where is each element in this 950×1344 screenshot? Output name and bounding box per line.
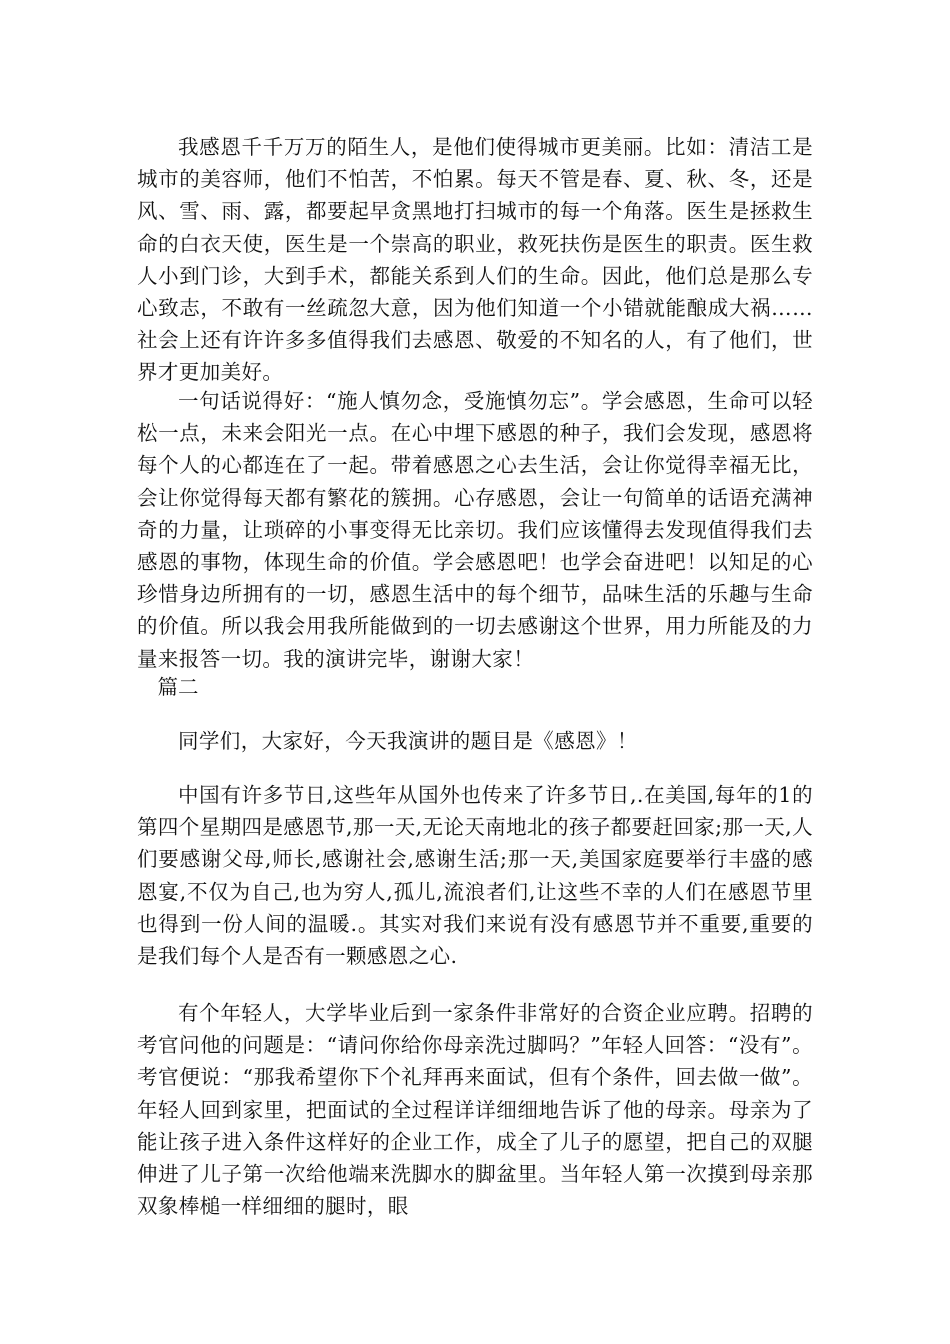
paragraph-conclusion: 一句话说得好：“施人慎勿念，受施慎勿忘”。学会感恩，生命可以轻松一点，未来会阳光一点。在心中埋下感恩的种子，我们会发现，感恩将每个人的心都连在了一起。带着感恩之心去生活，会让你觉得幸福无比，会让你觉得每天都有繁花的簇拥。心存感恩，会让一句简单的话语充满神奇的力量，让琐碎的小事变得无比亲切。我们应该懂得去发现值得我们去感恩的事物，体现生命的价值。学会感恩吧！也学会奋进吧！以知足的心珍惜身边所拥有的一切，感恩生活中的每个细节，品味生活的乐趣与生命的价值。所以我会用我所能做到的一切去感谢这个世界，用力所能及的力量来报答一切。我的演讲完毕，谢谢大家！: [137, 389, 813, 671]
paragraph-young-man-story: 有个年轻人，大学毕业后到一家条件非常好的合资企业应聘。招聘的考官问他的问题是：“请问你给你母亲洗过脚吗？”年轻人回答：“没有”。考官便说：“那我希望你下个礼拜再来面试，但有个条件，回去做一做”。年轻人回到家里，把面试的全过程详详细细地告诉了他的母亲。母亲为了能让孩子进入条件这样好的企业工作，成全了儿子的愿望，把自己的双腿伸进了儿子第一次给他端来洗脚水的脚盆里。当年轻人第一次摸到母亲那双象棒槌一样细细的腿时，眼: [137, 1001, 813, 1219]
section-heading: 篇二: [157, 675, 199, 699]
paragraph-strangers: 我感恩千千万万的陌生人，是他们使得城市更美丽。比如：清洁工是城市的美容师，他们不怕苦，不怕累。每天不管是春、夏、秋、冬，还是风、雪、雨、露，都要起早贪黑地打扫城市的每一个角落。医生是拯救生命的白衣天使，医生是一个崇高的职业，救死扶伤是医生的职责。医生救人小到门诊，大到手术，都能关系到人们的生命。因此，他们总是那么专心致志，不敢有一丝疏忽大意，因为他们知道一个小错就能酿成大祸……社会上还有许许多多值得我们去感恩、敬爱的不知名的人，有了他们，世界才更加美好。: [137, 135, 813, 385]
paragraph-thanksgiving: 中国有许多节日,这些年从国外也传来了许多节日,.在美国,每年的1的第四个星期四是感恩节,那一天,无论天南地北的孩子都要赶回家;那一天,人们要感谢父母,师长,感谢社会,感谢生活;那一天,美国家庭要举行丰盛的感恩宴,不仅为自己,也为穷人,孤儿,流浪者们,让这些不幸的人们在感恩节里也得到一份人间的温暖.。其实对我们来说有没有感恩节并不重要,重要的是我们每个人是否有一颗感恩之心.: [137, 783, 813, 969]
greeting-line: 同学们，大家好，今天我演讲的题目是《感恩》！: [178, 729, 638, 753]
